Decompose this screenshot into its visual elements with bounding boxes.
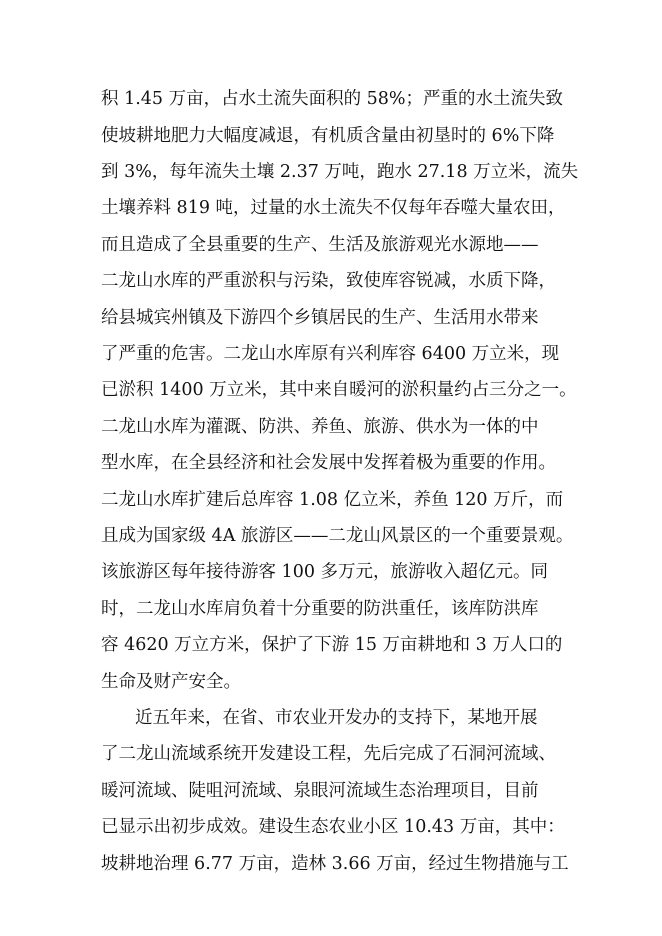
text-line: 了二龙山流域系统开发建设工程，先后完成了石洞河流域、 [101,744,556,764]
text-line: 容 4620 万立方米，保护了下游 15 万亩耕地和 3 万人口的 [101,635,563,655]
text-line: 型水库，在全县经济和社会发展中发挥着极为重要的作用。 [101,453,556,473]
text-line: 二龙山水库的严重淤积与污染，致使库容锐减，水质下降， [101,271,556,291]
text-line: 坡耕地治理 6.77 万亩，造林 3.66 万亩，经过生物措施与工 [101,854,569,874]
text-line: 积 1.45 万亩，占水土流失面积的 58%；严重的水土流失致 [101,89,564,109]
text-line: 二龙山水库为灌溉、防洪、养鱼、旅游、供水为一体的中 [101,417,539,437]
text-line: 暖河流域、陡咀河流域、泉眼河流域生态治理项目，目前 [101,781,539,801]
text-line: 了严重的危害。二龙山水库原有兴利库容 6400 万立米，现 [101,344,560,364]
text-line: 使坡耕地肥力大幅度减退，有机质含量由初垦时的 6%下降 [101,126,555,146]
text-line: 且成为国家级 4A 旅游区——二龙山风景区的一个重要景观。 [101,526,574,546]
text-line: 土壤养料 819 吨，过量的水土流失不仅每年吞噬大量农田， [101,198,566,218]
text-line: 而且造成了全县重要的生产、生活及旅游观光水源地—— [101,235,539,255]
text-line: 该旅游区每年接待游客 100 多万元，旅游收入超亿元。同 [101,562,549,582]
text-line: 时，二龙山水库肩负着十分重要的防洪重任，该库防洪库 [101,599,539,619]
text-line: 生命及财产安全。 [101,672,241,692]
text-line: 二龙山水库扩建后总库容 1.08 亿立米，养鱼 120 万斤，而 [101,490,564,510]
text-line: 给县城宾州镇及下游四个乡镇居民的生产、生活用水带来 [101,308,539,328]
text-line: 已显示出初步成效。建设生态农业小区 10.43 万亩，其中： [101,817,565,837]
text-line: 已淤积 1400 万立米，其中来自暖河的淤积量约占三分之一。 [101,380,577,400]
text-line: 到 3%，每年流失土壤 2.37 万吨，跑水 27.18 万立米，流失 [101,162,579,182]
paragraph-first-line: 近五年来，在省、市农业开发办的支持下，某地开展 [135,708,538,728]
